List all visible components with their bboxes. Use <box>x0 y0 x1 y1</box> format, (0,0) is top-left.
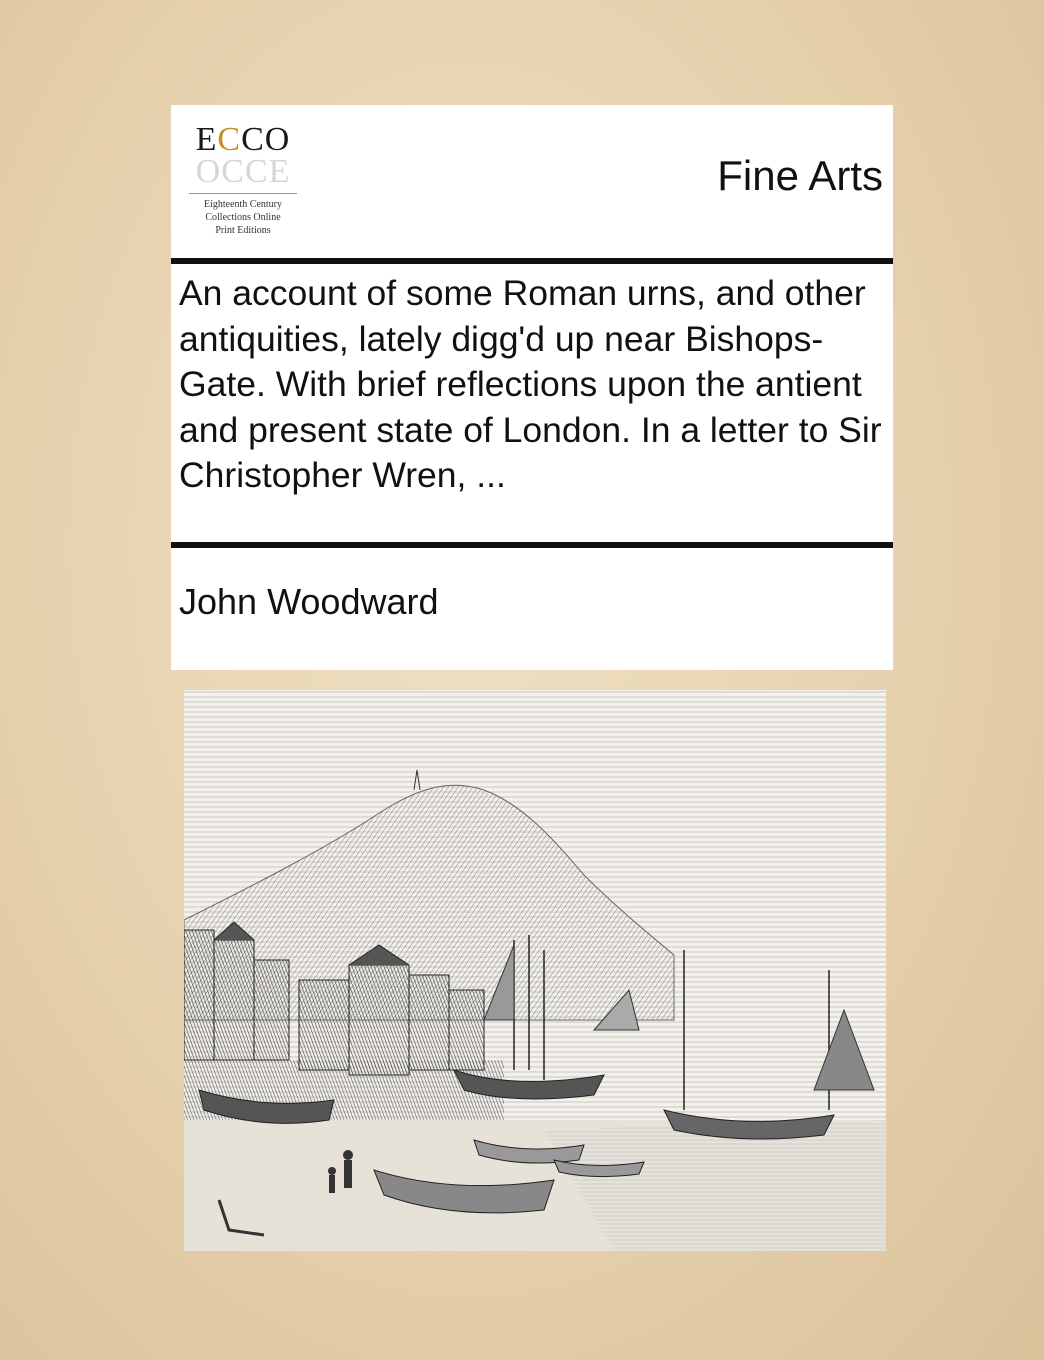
logo-line-2: Collections Online <box>205 212 281 223</box>
category-label: Fine Arts <box>717 152 883 199</box>
logo-rule <box>189 193 297 194</box>
engraving-harbour-icon <box>184 690 886 1251</box>
author-name: John Woodward <box>179 581 439 622</box>
logo-mark-reflection: OCCE <box>195 153 291 190</box>
logo-mark: ECCO <box>195 121 291 158</box>
engraving-illustration <box>184 690 886 1251</box>
ecco-logo <box>187 119 299 243</box>
divider-top <box>171 258 893 264</box>
logo-line-1: Eighteenth Century <box>203 199 283 210</box>
logo-line-3: Print Editions <box>215 225 271 236</box>
cover-panel <box>171 105 893 670</box>
divider-bottom <box>171 542 893 548</box>
book-title: An account of some Roman urns, and other antiquities, lately digg'd up near Bishops-Gate. With brief reflections upon the antient and present state of London. In a letter to Sir Christopher Wren, ... <box>179 273 882 496</box>
